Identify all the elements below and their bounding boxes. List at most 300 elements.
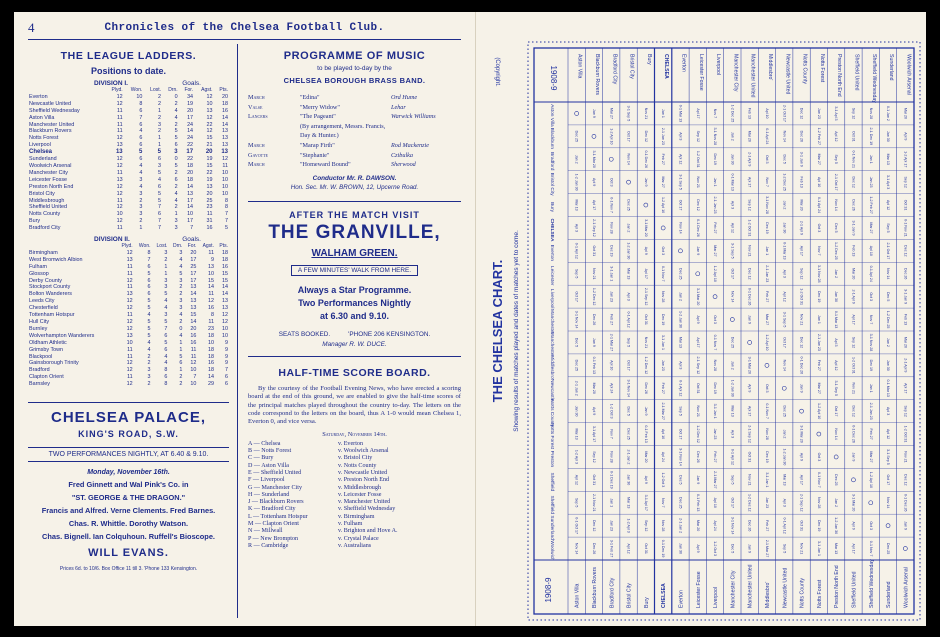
column-header: Won.	[138, 243, 151, 250]
fixture-cell: Mar 13	[782, 474, 787, 486]
stat-cell: 15	[222, 270, 228, 277]
fixture-cell: Apl 3	[782, 498, 787, 507]
fixture-cell: 3-1 Nov 14	[626, 379, 631, 398]
stat-cell: 11	[208, 249, 214, 256]
fixture-cell: Jan 23	[609, 291, 614, 303]
team-label-side: Woolwich	[549, 540, 554, 561]
fixture-cell: Oct 3	[609, 177, 614, 187]
stat-cell: 4	[164, 360, 168, 367]
team-name: Stockport County	[29, 284, 71, 291]
halftime-away: v. Newcastle United	[338, 469, 388, 476]
stat-cell: 22	[206, 169, 213, 176]
stat-cell: 18	[187, 176, 194, 183]
stat-cell: 6	[225, 381, 228, 388]
halftime-away: v. Bristol City	[338, 455, 373, 462]
stat-cell: 4	[164, 298, 168, 305]
fixture-cell: Mar 20	[799, 199, 804, 211]
column-header: Agst.	[201, 87, 213, 93]
column-header: Plyd.	[121, 243, 133, 250]
stat-cell: 3	[147, 367, 151, 374]
stat-cell: 3	[158, 121, 162, 128]
programme-kind: Gavotte	[248, 151, 268, 159]
stat-cell: 18	[222, 100, 228, 107]
stat-cell: 8	[210, 312, 214, 319]
stat-cell: 5	[147, 325, 151, 332]
halftime-home: D — Aston Villa	[248, 462, 289, 469]
stat-cell: 2	[174, 169, 178, 176]
table-row	[28, 298, 229, 305]
team-name: Clapton Orient	[29, 374, 64, 381]
stat-cell: 9	[225, 360, 228, 367]
stat-cell: 1	[179, 346, 183, 353]
fixture-cell: Nov 21	[643, 336, 648, 349]
fixture-cell: Dec 19	[868, 359, 873, 372]
fixture-cell: Apl 17	[851, 543, 856, 554]
fixture-cell: 1-2 Apl 10	[609, 128, 614, 145]
fixture-cell: 3-1 Jan 9	[799, 151, 804, 167]
fixture-cell: Nov 14	[886, 268, 891, 280]
fixture-cell: Apl 9	[695, 544, 700, 553]
stat-cell: 5	[147, 319, 151, 325]
stat-cell: 5	[179, 270, 183, 277]
fixture-cell: Nov 21	[903, 451, 908, 463]
team-name: Wolverhampton Wanderers	[29, 332, 95, 339]
table-row	[28, 367, 229, 374]
table-row	[28, 312, 229, 319]
team-label-bottom: Sheffield United	[851, 571, 858, 608]
granville-name: THE GRANVILLE,	[268, 221, 441, 243]
stat-cell: 3	[164, 249, 168, 256]
fixture-cell: Dec 19	[661, 313, 666, 326]
fixture-cell: Feb 27	[764, 291, 769, 303]
column-header: Won.	[130, 87, 143, 93]
team-name: Leeds City	[29, 298, 55, 305]
team-name: Bristol City	[29, 190, 55, 197]
team-label-side: Preston	[549, 450, 554, 468]
stat-cell: 9	[225, 353, 228, 360]
stat-cell: 12	[126, 319, 133, 325]
stat-cell: 15	[206, 162, 213, 169]
fixture-cell: Sep 12	[695, 130, 700, 143]
halftime-home: B — Notts Forest	[248, 448, 292, 455]
table-row	[28, 198, 229, 205]
fixture-cell: Apl 17	[903, 383, 908, 394]
fixture-cell: 2-1 Mar 27	[609, 333, 614, 352]
stat-cell: 12	[126, 305, 133, 312]
fixture-cell: Apl 9	[591, 407, 596, 416]
stat-cell: 5	[225, 225, 228, 232]
fixture-cell: Nov 28	[764, 428, 769, 440]
stat-cell: 4	[139, 169, 143, 176]
fixture-cell: 0-1 Feb 13	[695, 494, 700, 512]
stat-cell: 6	[164, 346, 168, 353]
team-label-bottom: Manchester City	[730, 570, 737, 608]
programme-kind: Lancers	[248, 113, 268, 121]
fixture-cell: Dec 5	[626, 406, 631, 416]
chart-diagonal-mark	[678, 249, 682, 253]
fixture-cell: 1-2 Dec 25	[834, 242, 839, 260]
programme-composer: Czibulka	[391, 151, 414, 159]
team-label-top: Liverpool	[715, 54, 722, 76]
stat-cell: 14	[222, 284, 228, 291]
fixture-cell: 0-1 Dec 26	[903, 493, 908, 512]
fixture-cell: Oct 3	[868, 292, 873, 301]
stat-cell: 11	[190, 346, 197, 353]
team-name: Sheffield United	[29, 204, 67, 211]
fixture-cell: 0-1 Nov 21	[851, 150, 856, 169]
stat-cell: 10	[206, 100, 213, 107]
stat-cell: 2	[174, 121, 178, 128]
stat-cell: 6	[158, 211, 162, 218]
stat-cell: 13	[206, 107, 213, 114]
fixture-cell: Dec 25	[626, 428, 631, 440]
programme-piece: (By arrangement, Messrs. Francis, Day & Hunter.)	[300, 122, 386, 140]
fixture-cell: Dec 25	[574, 359, 579, 372]
fixture-cell: 2-1 Jan 23	[764, 265, 769, 283]
stat-cell: 7	[164, 325, 168, 332]
fixture-cell: Nov 7	[609, 429, 614, 439]
team-label-side: CHELSEA	[549, 218, 554, 242]
fixture-cell: 1-2 Oct 31	[799, 288, 804, 306]
stat-cell: 12	[116, 190, 123, 197]
fixture-cell: Jan 23	[764, 497, 769, 509]
halftime-fixture	[248, 485, 461, 492]
chart-diagonal-mark	[627, 180, 631, 184]
programme-composer: Sherwood	[391, 161, 416, 169]
stat-cell: 22	[187, 142, 194, 149]
fixture-cell: Apl 10	[816, 177, 821, 188]
fixture-cell: 2-1 Sep 12	[799, 493, 804, 512]
fixture-cell: 0-1 Apl 24	[764, 128, 769, 145]
fixture-cell: Jan 2	[678, 292, 683, 302]
fixture-cell: 3-1 Nov 14	[730, 516, 735, 535]
stat-cell: 13	[222, 305, 228, 312]
fixture-cell: 1-2 Oct 3	[713, 541, 718, 556]
fixture-cell: 2-1 Apl 9	[747, 152, 752, 167]
fixture-cell: Dec 12	[747, 268, 752, 280]
stat-cell: 4	[139, 128, 143, 135]
stat-cell: 11	[127, 270, 133, 277]
team-name: Manchester United	[29, 121, 75, 128]
fixture-cell: Mar 13	[574, 199, 579, 211]
fixture-cell: 0-1 Mar 13	[782, 242, 787, 260]
fixture-cell: Mar 20	[851, 268, 856, 280]
team-name: Bradford	[29, 367, 50, 374]
team-label-bottom: Leicester Fosse	[695, 571, 702, 608]
team-name: Blackpool	[29, 353, 53, 360]
fixture-cell: Dec 25	[782, 405, 787, 417]
fixture-cell: Mar 20	[747, 130, 752, 142]
stat-cell: 6	[225, 374, 228, 381]
fixture-cell: Apl 3	[834, 338, 839, 347]
stat-cell: 23	[207, 325, 214, 332]
chart-subtitle: Showing results of matches played and dates of matches yet to come.	[513, 230, 520, 432]
fixture-cell: Apl 12	[834, 131, 839, 142]
programme-item	[248, 103, 461, 113]
stat-cell: 17	[187, 197, 194, 204]
stat-cell: 6	[164, 332, 168, 339]
stat-cell: 7	[139, 114, 143, 121]
programme-hon-sec: Hon. Sec. Mr. W. BROWN, 12, Upcerne Road.	[290, 183, 419, 191]
table-row	[28, 101, 229, 108]
fixture-cell: Nov 14	[834, 199, 839, 211]
table-row	[28, 142, 229, 149]
stat-cell: 4	[179, 263, 183, 270]
stat-cell: 4	[179, 256, 183, 263]
fixture-cell: Apl 12	[730, 222, 735, 234]
fixture-cell: Apl 10	[661, 428, 666, 440]
stat-cell: 10	[222, 169, 228, 176]
fixture-cell: 1-2 Apl 3	[574, 449, 579, 465]
page-number: 4	[28, 20, 35, 35]
stat-cell: 5	[147, 270, 151, 277]
fixture-cell: Oct 17	[782, 337, 787, 348]
fixture-cell: Sep 5	[678, 406, 683, 416]
stat-cell: 11	[117, 169, 123, 176]
fixture-cell: 1-2 Oct 31	[851, 356, 856, 374]
fixture-cell: Nov 14	[574, 542, 579, 555]
table-row	[28, 360, 229, 367]
stat-cell: 12	[126, 298, 133, 305]
stat-cell: 6	[147, 284, 151, 291]
stat-cell: 16	[222, 107, 228, 114]
column-header: For.	[184, 87, 194, 93]
fixture-cell: 0-1 Mar 13	[886, 379, 891, 397]
fixture-cell: 3-1 Jan 1	[764, 472, 769, 488]
table-row	[28, 305, 229, 312]
fixture-cell: 1-2 Dec 25	[730, 104, 735, 123]
stat-cell: 12	[206, 128, 213, 135]
fixture-cell: 0-1 Nov 21	[903, 219, 908, 237]
fixture-cell: Dec 26	[799, 130, 804, 143]
fixture-cell: 1-2 Jan 30	[678, 311, 683, 329]
fixture-cell: Jan 30	[626, 474, 631, 486]
halftime-away: v. Leicester Fosse	[338, 491, 382, 498]
team-name: Bolton Wanderers	[29, 291, 72, 298]
fixture-cell: 3-1 Jan 9	[851, 220, 856, 236]
fixture-cell: 1-2 Dec 12	[591, 287, 596, 306]
fixture-cell: 1-2 Dec 25	[782, 173, 787, 191]
stat-cell: 14	[187, 183, 194, 190]
fixture-cell: Oct 17	[626, 360, 631, 371]
stat-cell: 20	[187, 107, 194, 114]
programme-kind: March	[248, 161, 265, 169]
fixture-cell: 0-1 Dec 26	[643, 150, 648, 169]
fixture-cell: 1-2 Oct 31	[747, 219, 752, 237]
team-label-side: Aston Villa	[549, 104, 554, 127]
team-name: Sheffield Wednesday	[29, 107, 80, 114]
programme-item	[248, 112, 461, 122]
column-header: Pts.	[219, 87, 228, 93]
stat-cell: 7	[193, 374, 197, 381]
halftime-away: v. Australians	[338, 542, 372, 549]
fixture-cell: Dec 26	[591, 542, 596, 555]
team-label-top: Bristol City	[628, 54, 635, 79]
team-label-side: Manchester	[549, 331, 554, 357]
fixture-cell: Oct 17	[730, 268, 735, 280]
table-row	[28, 170, 229, 177]
stat-cell: 11	[206, 211, 213, 218]
fixture-cell: Jan 2	[574, 154, 579, 164]
fixture-cell: Nov 21	[747, 245, 752, 257]
fixture-cell: 1-2 Apl 17	[903, 151, 908, 168]
fixture-cell: Mar 27	[713, 245, 718, 257]
fixture-cell: Mar 27	[868, 222, 873, 234]
palace-title: CHELSEA PALACE,	[50, 409, 206, 426]
fixture-cell: 3-1 Nov 28	[816, 264, 821, 283]
stat-cell: 2	[147, 360, 151, 367]
fixture-cell: Sep 12	[903, 176, 908, 188]
fixture-cell: Dec 12	[643, 130, 648, 143]
palace-performances: TWO PERFORMANCES NIGHTLY, AT 6.40 & 9.10.	[28, 447, 229, 462]
stat-cell: 23	[206, 204, 213, 211]
fixture-cell: 2-1 Nov 21	[591, 493, 596, 512]
chart-diagonal-mark	[903, 547, 907, 551]
stat-cell: 11	[208, 319, 214, 325]
team-label-top: Sunderland	[888, 54, 895, 81]
stat-cell: 11	[208, 291, 214, 298]
fixture-cell: Sep 12	[591, 451, 596, 463]
fixture-cell: Apl 12	[886, 428, 891, 440]
fixture-cell: Nov 7	[713, 108, 718, 119]
stat-cell: 13	[190, 305, 197, 312]
chronicle-title: Chronicles of the Chelsea Football Club.	[104, 22, 385, 34]
stat-cell: 2	[164, 256, 168, 263]
stat-cell: 17	[187, 218, 194, 225]
stat-cell: 12	[126, 360, 133, 367]
fixture-cell: Mar 13	[626, 497, 631, 509]
team-label-top: Aston Villa	[576, 54, 583, 79]
stat-cell: 21	[206, 142, 213, 149]
stat-cell: 13	[221, 149, 228, 156]
chart-diagonal-mark	[748, 340, 752, 344]
stat-cell: 11	[117, 197, 123, 204]
division2-goals-label: Goals.	[182, 236, 201, 244]
fixture-cell: 2-1 Mar 27	[713, 471, 718, 489]
team-label-bottom: Bury	[643, 597, 650, 608]
fixture-cell: Dec 26	[851, 199, 856, 211]
stat-cell: 3	[174, 218, 178, 225]
team-label-bottom: Sunderland	[886, 581, 893, 608]
stat-cell: 5	[158, 169, 162, 176]
team-name: Gainsborough Trinity	[29, 360, 79, 367]
team-name: Preston North End	[29, 183, 74, 190]
stat-cell: 11	[222, 162, 228, 169]
programme-list	[248, 93, 461, 170]
halftime-away: v. Preston North End	[338, 477, 390, 484]
stat-cell: 16	[207, 360, 214, 367]
halftime-fixture	[248, 536, 461, 543]
stat-cell: 11	[117, 107, 123, 114]
stat-cell: 11	[190, 353, 197, 360]
programme-kind: Valse	[248, 103, 263, 111]
fixture-cell: Feb 27	[764, 520, 769, 532]
fixture-cell: Dec 12	[591, 519, 596, 532]
team-label-bottom: Woolwich Arsenal	[903, 567, 910, 608]
stat-cell: 12	[126, 277, 133, 284]
table-row	[28, 191, 229, 198]
fixture-cell: Dec 19	[816, 290, 821, 303]
fixture-cell: Apl 10	[609, 360, 614, 371]
stat-cell: 0	[174, 156, 178, 163]
fixture-cell: 1-2 Apl 10	[764, 334, 769, 351]
fixture-cell: Mar 13	[626, 268, 631, 280]
programme-kind: March	[248, 94, 265, 101]
stat-cell: 15	[206, 135, 213, 142]
fixture-cell: 2-1 Mar 27	[764, 539, 769, 558]
chart-diagonal-mark	[782, 386, 786, 390]
fixture-cell: Nov 28	[609, 451, 614, 463]
table-row	[28, 184, 229, 191]
table-row	[28, 257, 229, 264]
team-name: Glossop	[29, 270, 49, 277]
stat-cell: 2	[179, 319, 183, 325]
stat-cell: 12	[222, 312, 228, 319]
fixture-cell: Jan 9	[591, 338, 596, 347]
fixture-cell: 1-2 Dec 12	[643, 356, 648, 375]
team-label-top: Sheffield Wednesday	[870, 54, 877, 103]
fixture-cell: Mar 27	[868, 451, 873, 463]
fixture-cell: 3-1 Mar 20	[695, 287, 700, 306]
stat-cell: 5	[174, 135, 178, 142]
fixture-cell: Dec 19	[764, 222, 769, 234]
fixture-cell: Dec 5	[886, 291, 891, 302]
table-row	[28, 225, 229, 232]
stat-cell: 1	[158, 107, 162, 114]
table-row	[28, 284, 229, 291]
fixture-cell: Dec 19	[764, 451, 769, 463]
stat-cell: 1	[164, 270, 168, 277]
team-label-top: Manchester City	[732, 54, 739, 92]
fixture-cell: Jan 2	[626, 223, 631, 233]
stat-cell: 12	[126, 381, 133, 388]
fixture-cell: Nov 14	[834, 428, 839, 440]
fixture-cell: Sep 5	[834, 154, 839, 164]
chart-diagonal-mark	[851, 478, 855, 482]
team-name: Notts County	[29, 211, 61, 218]
stat-cell: 12	[116, 162, 123, 169]
fixture-cell: Mar 27	[609, 107, 614, 120]
stat-cell: 13	[126, 291, 133, 298]
stat-cell: 11	[127, 284, 133, 291]
fixture-cell: Jan 1	[609, 498, 614, 508]
stat-cell: 14	[187, 204, 194, 211]
fixture-cell: 3-1 Sep 5	[886, 449, 891, 465]
fixture-cell: Dec 25	[626, 199, 631, 211]
stat-cell: 4	[164, 305, 168, 312]
stat-cell: 2	[179, 381, 183, 388]
team-label-bottom: Notts Forest	[816, 579, 823, 608]
stat-cell: 7	[158, 204, 162, 211]
fixture-cell: Apl 3	[574, 223, 579, 233]
fixture-cell: 3-1 Jan 1	[609, 266, 614, 282]
stat-cell: 8	[164, 367, 168, 374]
fixture-cell: 2-1 Apl 9	[903, 358, 908, 373]
team-name: Grimsby Town	[29, 346, 64, 353]
stat-cell: 29	[207, 381, 214, 388]
league-subtitle: Positions to date.	[90, 66, 166, 76]
fixture-cell: 0-1 Dec 26	[695, 219, 700, 237]
fixture-cell: 1-2 Oct 31	[695, 150, 700, 168]
stat-cell: 1	[158, 135, 162, 142]
fixture-cell: 3-1 Nov 14	[574, 310, 579, 329]
stat-cell: 12	[116, 100, 123, 107]
fixture-cell: 2-1 Jan 23	[816, 333, 821, 351]
fixture-cell: Apl 9	[643, 246, 648, 255]
stat-cell: 5	[157, 149, 162, 156]
fixture-cell: 0-1 Nov 7	[661, 265, 666, 282]
stat-cell: 3	[139, 211, 143, 218]
